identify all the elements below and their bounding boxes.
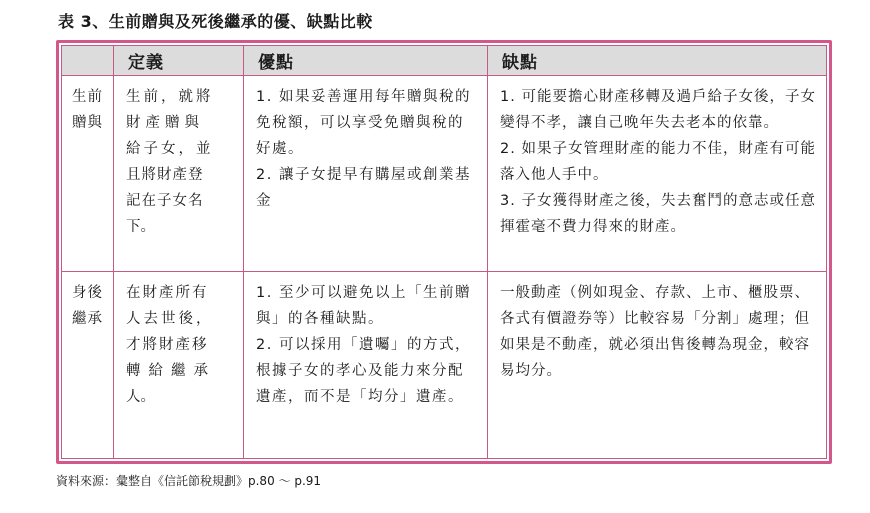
- comparison-table-frame: [56, 40, 832, 464]
- row-label-line: 繼承: [72, 311, 103, 327]
- table-row: [62, 76, 827, 272]
- pros-item: 2. 可以採用「遺囑」的方式，根據子女的孝心及能力來分配遺產，而不是「均分」遺產。: [256, 337, 471, 405]
- header-blank: [62, 46, 114, 76]
- definition-line: 下。: [126, 219, 155, 235]
- definition-line: 生前，就將: [126, 89, 214, 105]
- row-label-line: 身後: [72, 285, 103, 301]
- header-cons: 缺點: [488, 46, 827, 76]
- definition-line: 給子女，並: [126, 141, 214, 157]
- definition-line: 才將財產移: [126, 337, 209, 353]
- pros-cell: [244, 76, 488, 272]
- header-pros: 優點: [244, 46, 488, 76]
- comparison-table: [61, 45, 827, 459]
- row-label-line: 贈與: [72, 115, 103, 131]
- definition-line: 記在子女名: [126, 193, 204, 209]
- pros-cell: [244, 272, 488, 459]
- definition-line: 人去世後，: [126, 311, 214, 327]
- row-label: [62, 272, 114, 459]
- cons-cell: [488, 76, 827, 272]
- definition-cell: [114, 272, 244, 459]
- cons-item: 1. 可能要擔心財產移轉及過戶給子女後，子女變得不孝，讓自己晚年失去老本的依靠。: [500, 89, 816, 131]
- pros-item: 2. 讓子女提早有購屋或創業基金: [256, 167, 471, 209]
- table-title: 表 3、生前贈與及死後繼承的優、缺點比較: [58, 12, 373, 31]
- row-label: [62, 76, 114, 272]
- definition-cell: [114, 76, 244, 272]
- cons-cell: [488, 272, 827, 459]
- definition-line: 財產贈與: [126, 115, 204, 131]
- cons-item: 一般動產（例如現金、存款、上市、櫃股票、各式有價證券等）比較容易「分割」處理；但如果是不動產，就必須出售後轉為現金，較容易均分。: [500, 285, 810, 379]
- pros-item: 1. 至少可以避免以上「生前贈與」的各種缺點。: [256, 285, 471, 327]
- header-definition: 定義: [114, 46, 244, 76]
- definition-line: 在財產所有: [126, 285, 209, 301]
- cons-item: 3. 子女獲得財產之後，失去奮鬥的意志或任意揮霍毫不費力得來的財產。: [500, 193, 816, 235]
- definition-line: 人。: [126, 389, 155, 405]
- pros-item: 1. 如果妥善運用每年贈與稅的免稅額，可以享受免贈與稅的好處。: [256, 89, 471, 157]
- table-header-row: [62, 46, 827, 76]
- source-note: 資料來源：彙整自《信託節稅規劃》p.80 ～ p.91: [56, 474, 322, 488]
- definition-line: 且將財產登: [126, 167, 204, 183]
- definition-line: 轉給繼承: [126, 363, 216, 379]
- table-row: [62, 272, 827, 459]
- row-label-line: 生前: [72, 89, 103, 105]
- cons-item: 2. 如果子女管理財產的能力不佳，財產有可能落入他人手中。: [500, 141, 816, 183]
